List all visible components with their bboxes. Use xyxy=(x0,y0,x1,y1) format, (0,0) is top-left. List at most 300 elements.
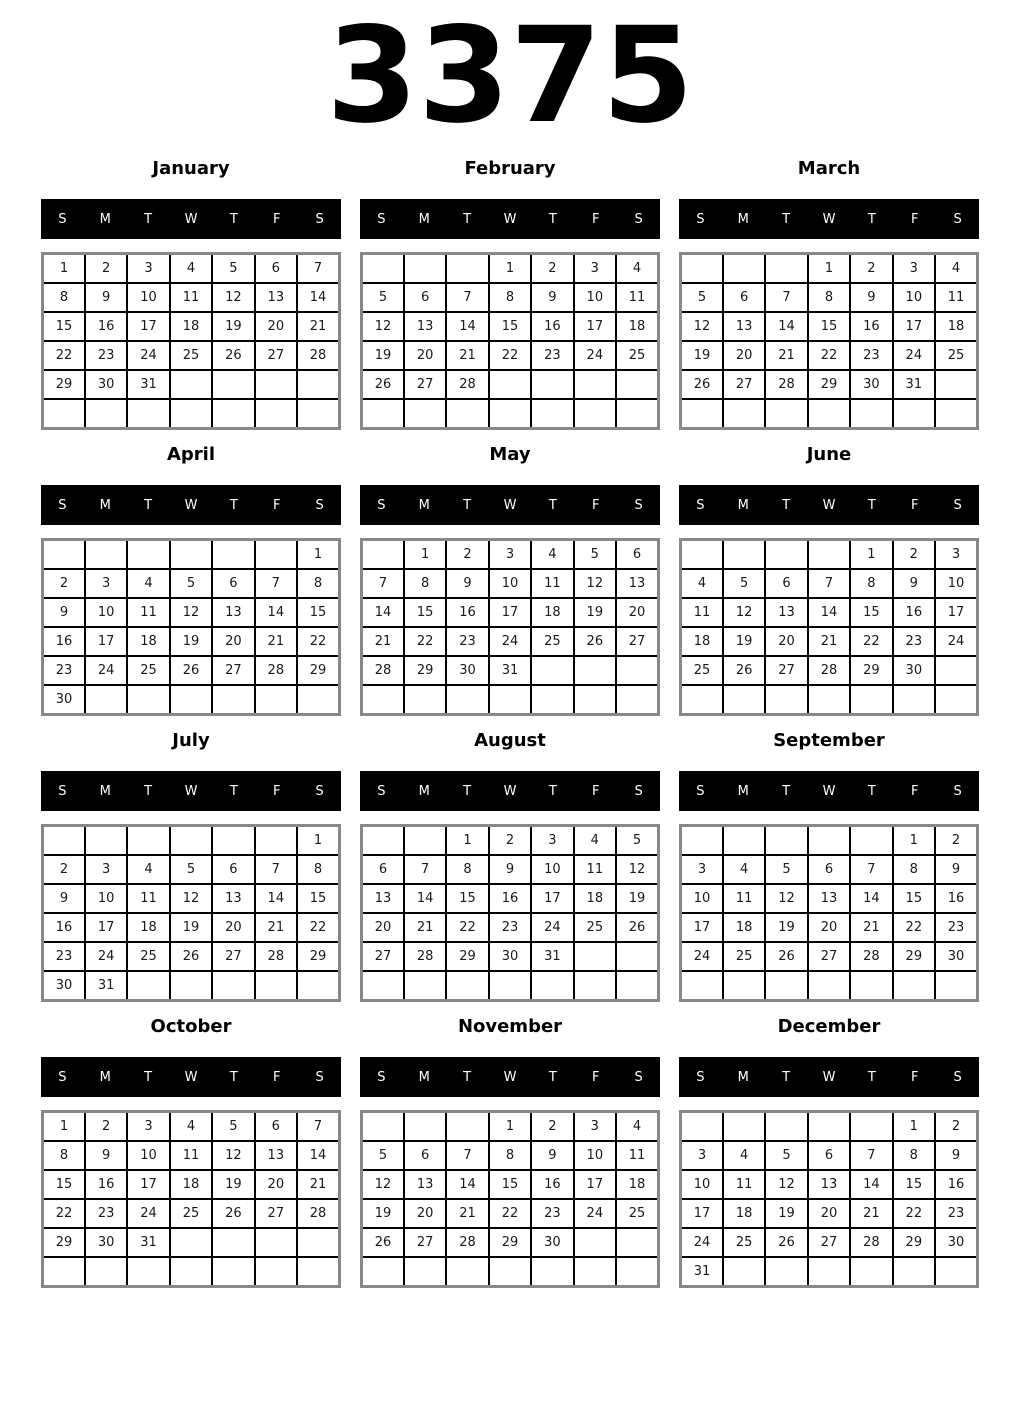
day-cell: 12 xyxy=(765,884,807,913)
empty-day-cell xyxy=(362,826,404,856)
empty-day-cell xyxy=(765,1257,807,1287)
empty-day-cell xyxy=(531,370,573,399)
day-cell: 21 xyxy=(446,341,488,370)
weekday-label: S xyxy=(58,783,67,799)
month-block xyxy=(41,730,341,1002)
week-row xyxy=(43,1170,340,1199)
week-row xyxy=(681,685,978,715)
month-block xyxy=(360,1016,660,1288)
day-cell: 14 xyxy=(404,884,446,913)
day-cell: 21 xyxy=(808,627,850,656)
week-row xyxy=(362,884,659,913)
empty-day-cell xyxy=(531,1257,573,1287)
day-cell: 25 xyxy=(531,627,573,656)
day-cell: 2 xyxy=(85,1112,127,1142)
day-cell: 20 xyxy=(808,913,850,942)
day-cell: 26 xyxy=(170,942,212,971)
week-row xyxy=(362,598,659,627)
empty-day-cell xyxy=(935,971,977,1001)
day-cell: 11 xyxy=(170,283,212,312)
weekday-label: M xyxy=(737,783,749,799)
month-block xyxy=(360,730,660,1002)
day-cell: 14 xyxy=(850,1170,892,1199)
empty-day-cell xyxy=(489,370,531,399)
day-cell: 15 xyxy=(893,1170,935,1199)
day-cell: 22 xyxy=(893,913,935,942)
day-cell: 8 xyxy=(893,855,935,884)
week-row xyxy=(43,913,340,942)
week-row xyxy=(43,627,340,656)
empty-day-cell xyxy=(255,399,297,429)
day-cell: 21 xyxy=(255,913,297,942)
empty-day-cell xyxy=(616,656,658,685)
empty-day-cell xyxy=(362,971,404,1001)
weekday-label: S xyxy=(634,497,643,513)
empty-day-cell xyxy=(574,1257,616,1287)
day-cell: 25 xyxy=(681,656,723,685)
empty-day-cell xyxy=(362,254,404,284)
day-cell: 8 xyxy=(808,283,850,312)
week-row xyxy=(681,1141,978,1170)
day-cell: 17 xyxy=(574,1170,616,1199)
week-row xyxy=(681,370,978,399)
day-cell: 25 xyxy=(616,1199,658,1228)
empty-day-cell xyxy=(297,1228,339,1257)
day-cell: 17 xyxy=(489,598,531,627)
day-cell: 16 xyxy=(489,884,531,913)
day-cell: 30 xyxy=(531,1228,573,1257)
day-cell: 8 xyxy=(489,1141,531,1170)
day-cell: 1 xyxy=(893,826,935,856)
day-cell: 12 xyxy=(574,569,616,598)
month-grid xyxy=(679,252,979,430)
month-title: July xyxy=(172,730,210,751)
weekday-label: S xyxy=(377,497,386,513)
weekday-label: T xyxy=(463,211,472,227)
empty-day-cell xyxy=(574,1228,616,1257)
weekday-label: T xyxy=(463,783,472,799)
day-cell: 26 xyxy=(765,942,807,971)
weekday-label: T xyxy=(867,211,876,227)
day-cell: 28 xyxy=(446,370,488,399)
empty-day-cell xyxy=(212,1228,254,1257)
weekday-label: T xyxy=(144,783,153,799)
day-cell: 6 xyxy=(808,1141,850,1170)
day-cell: 4 xyxy=(935,254,977,284)
day-cell: 12 xyxy=(723,598,765,627)
empty-day-cell xyxy=(765,971,807,1001)
day-cell: 26 xyxy=(616,913,658,942)
empty-day-cell xyxy=(127,399,169,429)
empty-day-cell xyxy=(255,1257,297,1287)
empty-day-cell xyxy=(723,540,765,570)
month-title: November xyxy=(457,1016,563,1037)
day-cell: 26 xyxy=(212,1199,254,1228)
day-cell: 1 xyxy=(43,254,85,284)
day-cell: 11 xyxy=(723,1170,765,1199)
empty-day-cell xyxy=(446,971,488,1001)
week-row xyxy=(362,569,659,598)
empty-day-cell xyxy=(170,826,212,856)
day-cell: 17 xyxy=(127,312,169,341)
day-cell: 3 xyxy=(127,1112,169,1142)
day-cell: 9 xyxy=(43,884,85,913)
day-cell: 4 xyxy=(170,1112,212,1142)
day-cell: 6 xyxy=(616,540,658,570)
day-cell: 11 xyxy=(681,598,723,627)
day-cell: 14 xyxy=(297,283,339,312)
day-cell: 2 xyxy=(446,540,488,570)
day-cell: 5 xyxy=(170,569,212,598)
weekday-label: S xyxy=(953,497,962,513)
day-cell: 3 xyxy=(574,254,616,284)
week-row xyxy=(681,399,978,429)
empty-day-cell xyxy=(255,826,297,856)
empty-day-cell xyxy=(808,1257,850,1287)
week-row xyxy=(362,1141,659,1170)
weekday-header xyxy=(360,771,660,811)
day-cell: 18 xyxy=(616,1170,658,1199)
empty-day-cell xyxy=(170,685,212,715)
week-row xyxy=(681,1199,978,1228)
empty-day-cell xyxy=(935,370,977,399)
empty-day-cell xyxy=(362,685,404,715)
day-cell: 25 xyxy=(170,341,212,370)
day-cell: 4 xyxy=(574,826,616,856)
weekday-label: F xyxy=(272,783,281,799)
weekday-header xyxy=(41,1057,341,1097)
empty-day-cell xyxy=(297,1257,339,1287)
month-title: August xyxy=(474,730,546,751)
empty-day-cell xyxy=(85,399,127,429)
empty-day-cell xyxy=(574,971,616,1001)
day-cell: 28 xyxy=(850,942,892,971)
week-row xyxy=(43,283,340,312)
weekday-label: T xyxy=(144,211,153,227)
day-cell: 11 xyxy=(616,1141,658,1170)
day-cell: 5 xyxy=(362,283,404,312)
day-cell: 10 xyxy=(127,1141,169,1170)
day-cell: 17 xyxy=(574,312,616,341)
empty-day-cell xyxy=(362,399,404,429)
day-cell: 6 xyxy=(255,1112,297,1142)
weekday-label: M xyxy=(737,497,749,513)
day-cell: 24 xyxy=(85,656,127,685)
day-cell: 24 xyxy=(85,942,127,971)
week-row xyxy=(43,855,340,884)
weekday-header xyxy=(360,485,660,525)
day-cell: 8 xyxy=(850,569,892,598)
empty-day-cell xyxy=(297,971,339,1001)
day-cell: 4 xyxy=(531,540,573,570)
day-cell: 30 xyxy=(43,971,85,1001)
day-cell: 5 xyxy=(723,569,765,598)
empty-day-cell xyxy=(85,826,127,856)
day-cell: 20 xyxy=(765,627,807,656)
day-cell: 30 xyxy=(935,942,977,971)
day-cell: 16 xyxy=(531,1170,573,1199)
weekday-label: M xyxy=(99,211,111,227)
empty-day-cell xyxy=(574,685,616,715)
day-cell: 24 xyxy=(681,942,723,971)
day-cell: 3 xyxy=(935,540,977,570)
weekday-label: S xyxy=(696,211,705,227)
day-cell: 24 xyxy=(935,627,977,656)
day-cell: 31 xyxy=(531,942,573,971)
month-grid xyxy=(679,1110,979,1288)
day-cell: 20 xyxy=(255,1170,297,1199)
empty-day-cell xyxy=(850,1257,892,1287)
weekday-label: M xyxy=(418,1069,430,1085)
day-cell: 26 xyxy=(362,1228,404,1257)
day-cell: 7 xyxy=(404,855,446,884)
empty-day-cell xyxy=(297,399,339,429)
day-cell: 28 xyxy=(765,370,807,399)
day-cell: 24 xyxy=(127,1199,169,1228)
empty-day-cell xyxy=(616,1228,658,1257)
weekday-label: F xyxy=(591,1069,600,1085)
weekday-label: T xyxy=(548,497,557,513)
day-cell: 11 xyxy=(723,884,765,913)
day-cell: 10 xyxy=(681,884,723,913)
day-cell: 15 xyxy=(297,598,339,627)
day-cell: 13 xyxy=(808,1170,850,1199)
week-row xyxy=(43,312,340,341)
empty-day-cell xyxy=(404,685,446,715)
empty-day-cell xyxy=(935,399,977,429)
day-cell: 24 xyxy=(531,913,573,942)
day-cell: 26 xyxy=(723,656,765,685)
day-cell: 20 xyxy=(808,1199,850,1228)
day-cell: 4 xyxy=(723,855,765,884)
empty-day-cell xyxy=(893,1257,935,1287)
empty-day-cell xyxy=(616,1257,658,1287)
empty-day-cell xyxy=(170,1257,212,1287)
weekday-header xyxy=(41,199,341,239)
empty-day-cell xyxy=(893,399,935,429)
weekday-header xyxy=(679,199,979,239)
day-cell: 31 xyxy=(681,1257,723,1287)
weekday-label: W xyxy=(184,497,198,513)
day-cell: 8 xyxy=(43,283,85,312)
empty-day-cell xyxy=(681,685,723,715)
day-cell: 27 xyxy=(255,341,297,370)
weekday-label: S xyxy=(696,783,705,799)
weekday-label: T xyxy=(782,211,791,227)
day-cell: 3 xyxy=(85,569,127,598)
empty-day-cell xyxy=(808,399,850,429)
day-cell: 15 xyxy=(808,312,850,341)
day-cell: 3 xyxy=(893,254,935,284)
day-cell: 12 xyxy=(212,283,254,312)
empty-day-cell xyxy=(404,1257,446,1287)
year-title: 3375 xyxy=(326,0,694,153)
week-row xyxy=(681,1228,978,1257)
day-cell: 1 xyxy=(489,254,531,284)
day-cell: 12 xyxy=(170,884,212,913)
day-cell: 12 xyxy=(170,598,212,627)
day-cell: 8 xyxy=(297,855,339,884)
weekday-label: F xyxy=(910,211,919,227)
empty-day-cell xyxy=(127,1257,169,1287)
day-cell: 2 xyxy=(85,254,127,284)
day-cell: 31 xyxy=(127,1228,169,1257)
day-cell: 18 xyxy=(531,598,573,627)
day-cell: 27 xyxy=(616,627,658,656)
weekday-label: S xyxy=(953,211,962,227)
day-cell: 1 xyxy=(43,1112,85,1142)
week-row xyxy=(362,627,659,656)
empty-day-cell xyxy=(850,826,892,856)
day-cell: 7 xyxy=(362,569,404,598)
month-block xyxy=(41,158,341,430)
weekday-label: M xyxy=(418,783,430,799)
day-cell: 13 xyxy=(212,884,254,913)
day-cell: 18 xyxy=(574,884,616,913)
weekday-label: M xyxy=(418,211,430,227)
day-cell: 11 xyxy=(935,283,977,312)
day-cell: 19 xyxy=(681,341,723,370)
empty-day-cell xyxy=(723,971,765,1001)
week-row xyxy=(43,942,340,971)
day-cell: 28 xyxy=(297,1199,339,1228)
day-cell: 22 xyxy=(297,627,339,656)
day-cell: 28 xyxy=(404,942,446,971)
weekday-label: T xyxy=(782,1069,791,1085)
day-cell: 21 xyxy=(404,913,446,942)
week-row xyxy=(362,855,659,884)
empty-day-cell xyxy=(681,540,723,570)
day-cell: 31 xyxy=(893,370,935,399)
empty-day-cell xyxy=(404,399,446,429)
empty-day-cell xyxy=(808,685,850,715)
week-row xyxy=(362,685,659,715)
empty-day-cell xyxy=(531,685,573,715)
day-cell: 18 xyxy=(170,312,212,341)
empty-day-cell xyxy=(765,540,807,570)
day-cell: 1 xyxy=(297,540,339,570)
day-cell: 11 xyxy=(616,283,658,312)
day-cell: 23 xyxy=(935,1199,977,1228)
day-cell: 9 xyxy=(446,569,488,598)
empty-day-cell xyxy=(681,254,723,284)
empty-day-cell xyxy=(43,826,85,856)
empty-day-cell xyxy=(255,1228,297,1257)
day-cell: 26 xyxy=(574,627,616,656)
day-cell: 13 xyxy=(255,1141,297,1170)
day-cell: 16 xyxy=(85,312,127,341)
month-grid xyxy=(360,824,660,1002)
day-cell: 2 xyxy=(850,254,892,284)
day-cell: 28 xyxy=(297,341,339,370)
day-cell: 13 xyxy=(765,598,807,627)
weekday-label: F xyxy=(272,497,281,513)
day-cell: 23 xyxy=(43,656,85,685)
day-cell: 29 xyxy=(404,656,446,685)
day-cell: 25 xyxy=(935,341,977,370)
month-grid xyxy=(41,1110,341,1288)
day-cell: 6 xyxy=(212,855,254,884)
week-row xyxy=(681,913,978,942)
weekday-label: T xyxy=(867,497,876,513)
day-cell: 19 xyxy=(170,913,212,942)
day-cell: 8 xyxy=(404,569,446,598)
week-row xyxy=(43,656,340,685)
empty-day-cell xyxy=(85,1257,127,1287)
day-cell: 3 xyxy=(489,540,531,570)
week-row xyxy=(43,1228,340,1257)
empty-day-cell xyxy=(616,942,658,971)
day-cell: 20 xyxy=(404,1199,446,1228)
months-grid xyxy=(0,158,1020,1302)
day-cell: 27 xyxy=(404,1228,446,1257)
month-grid xyxy=(360,538,660,716)
day-cell: 25 xyxy=(574,913,616,942)
day-cell: 10 xyxy=(85,598,127,627)
week-row xyxy=(681,1257,978,1287)
empty-day-cell xyxy=(574,370,616,399)
day-cell: 1 xyxy=(446,826,488,856)
day-cell: 5 xyxy=(212,1112,254,1142)
day-cell: 1 xyxy=(489,1112,531,1142)
day-cell: 10 xyxy=(127,283,169,312)
empty-day-cell xyxy=(935,656,977,685)
day-cell: 19 xyxy=(765,913,807,942)
weekday-header xyxy=(41,771,341,811)
day-cell: 23 xyxy=(893,627,935,656)
weekday-label: T xyxy=(229,497,238,513)
day-cell: 28 xyxy=(446,1228,488,1257)
weekday-label: M xyxy=(418,497,430,513)
day-cell: 15 xyxy=(489,312,531,341)
day-cell: 9 xyxy=(85,1141,127,1170)
empty-day-cell xyxy=(765,685,807,715)
day-cell: 9 xyxy=(893,569,935,598)
day-cell: 17 xyxy=(935,598,977,627)
day-cell: 26 xyxy=(212,341,254,370)
day-cell: 27 xyxy=(765,656,807,685)
week-row xyxy=(681,540,978,570)
weekday-label: W xyxy=(184,1069,198,1085)
day-cell: 29 xyxy=(850,656,892,685)
week-row xyxy=(43,370,340,399)
day-cell: 13 xyxy=(404,1170,446,1199)
week-row xyxy=(43,826,340,856)
day-cell: 22 xyxy=(850,627,892,656)
week-row xyxy=(362,1199,659,1228)
empty-day-cell xyxy=(531,971,573,1001)
empty-day-cell xyxy=(127,685,169,715)
week-row xyxy=(362,656,659,685)
empty-day-cell xyxy=(170,399,212,429)
day-cell: 22 xyxy=(404,627,446,656)
day-cell: 23 xyxy=(85,1199,127,1228)
day-cell: 10 xyxy=(574,283,616,312)
weekday-header xyxy=(679,1057,979,1097)
month-block xyxy=(679,730,979,1002)
day-cell: 26 xyxy=(681,370,723,399)
day-cell: 13 xyxy=(808,884,850,913)
weekday-label: S xyxy=(634,211,643,227)
month-grid xyxy=(360,252,660,430)
weekday-label: S xyxy=(315,211,324,227)
empty-day-cell xyxy=(212,685,254,715)
day-cell: 18 xyxy=(723,913,765,942)
day-cell: 30 xyxy=(489,942,531,971)
day-cell: 15 xyxy=(43,312,85,341)
week-row xyxy=(43,1141,340,1170)
week-row xyxy=(362,913,659,942)
